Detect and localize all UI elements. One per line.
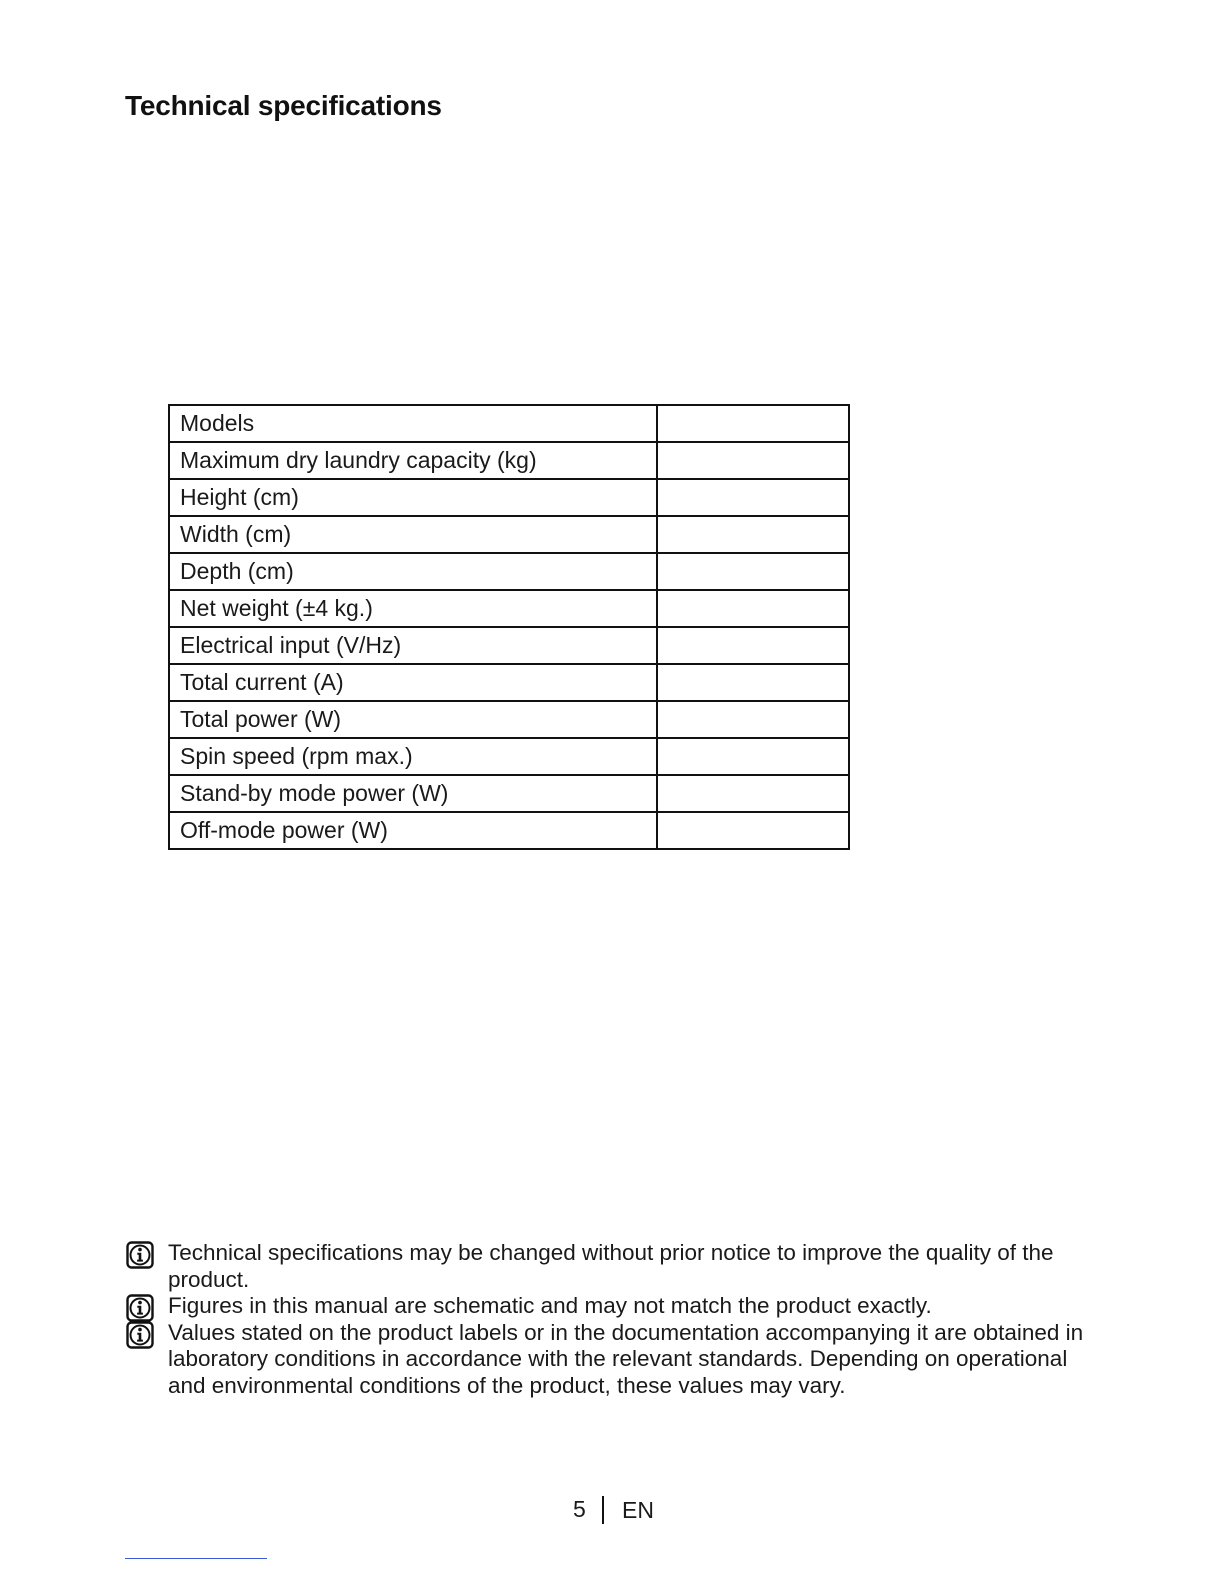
spec-label: Models xyxy=(169,405,657,442)
note-text: Values stated on the product labels or in the documentation accompanying it are obtained in laboratory conditions in accordance with the relevant standards. Depending on operational and environmental conditions of the product, these values may vary. xyxy=(168,1319,1084,1398)
table-row xyxy=(169,479,849,516)
spec-label: Maximum dry laundry capacity (kg) xyxy=(169,442,657,479)
page-title: Technical specifications xyxy=(125,90,442,121)
spec-label: Electrical input (V/Hz) xyxy=(169,627,657,664)
spec-label: Off-mode power (W) xyxy=(169,812,657,849)
page-number: 5 xyxy=(573,1496,586,1522)
language-code: EN xyxy=(622,1497,654,1523)
spec-value xyxy=(657,627,849,664)
bottom-rule xyxy=(125,1558,267,1559)
spec-label: Total current (A) xyxy=(169,664,657,701)
spec-value xyxy=(657,553,849,590)
table-row xyxy=(169,664,849,701)
spec-value xyxy=(657,590,849,627)
note-item xyxy=(126,1240,1106,1293)
table-row xyxy=(169,812,849,849)
notes-section xyxy=(126,1240,1106,1399)
table-row xyxy=(169,553,849,590)
spec-label: Depth (cm) xyxy=(169,553,657,590)
info-icon xyxy=(126,1241,154,1269)
spec-label: Net weight (±4 kg.) xyxy=(169,590,657,627)
note-item xyxy=(126,1293,1106,1320)
footer-divider xyxy=(602,1496,604,1524)
spec-label: Total power (W) xyxy=(169,701,657,738)
spec-value xyxy=(657,664,849,701)
spec-table xyxy=(168,404,850,850)
spec-value xyxy=(657,738,849,775)
table-row xyxy=(169,701,849,738)
info-icon xyxy=(126,1321,154,1349)
note-item xyxy=(126,1320,1106,1400)
spec-label: Height (cm) xyxy=(169,479,657,516)
table-row xyxy=(169,590,849,627)
spec-value xyxy=(657,812,849,849)
spec-value xyxy=(657,516,849,553)
note-text: Technical specifications may be changed without prior notice to improve the quality of the product. xyxy=(168,1240,1054,1292)
spec-label: Spin speed (rpm max.) xyxy=(169,738,657,775)
spec-value xyxy=(657,405,849,442)
spec-value xyxy=(657,775,849,812)
spec-value xyxy=(657,701,849,738)
table-row xyxy=(169,442,849,479)
table-row xyxy=(169,738,849,775)
spec-value xyxy=(657,479,849,516)
page-footer xyxy=(0,1496,1225,1528)
info-icon xyxy=(126,1294,154,1322)
table-row xyxy=(169,775,849,812)
spec-label: Stand-by mode power (W) xyxy=(169,775,657,812)
table-row xyxy=(169,405,849,442)
note-text: Figures in this manual are schematic and may not match the product exactly. xyxy=(168,1293,932,1318)
spec-value xyxy=(657,442,849,479)
table-row xyxy=(169,516,849,553)
spec-label: Width (cm) xyxy=(169,516,657,553)
table-row xyxy=(169,627,849,664)
